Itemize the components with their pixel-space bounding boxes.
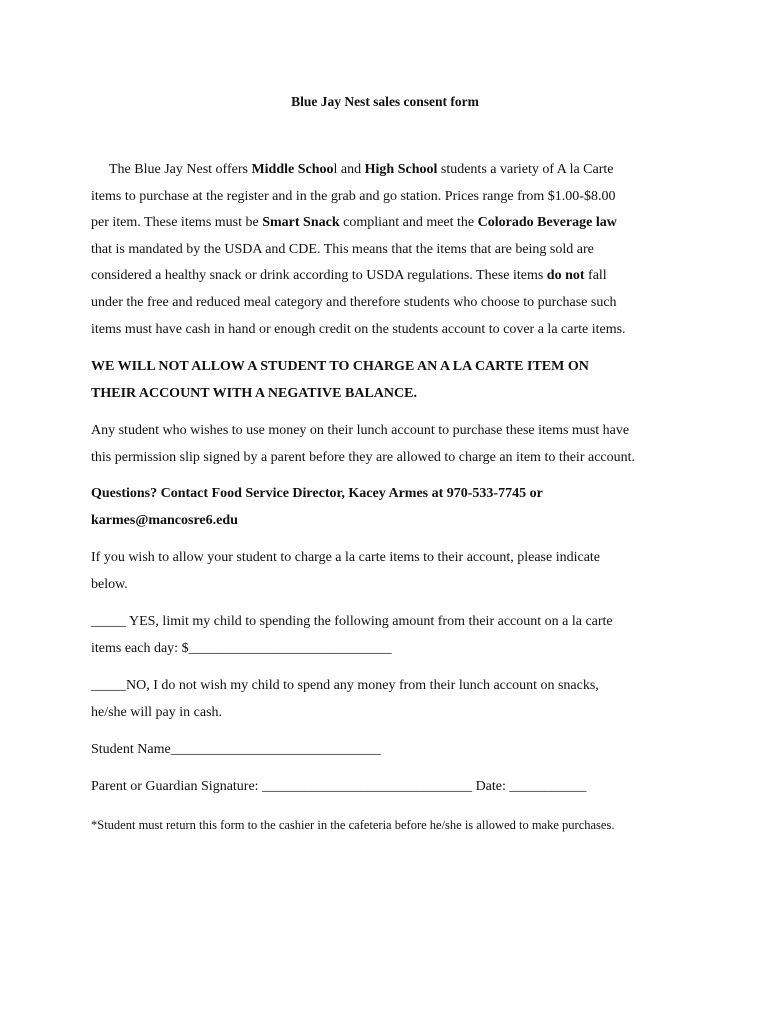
high-school-label: High School [364,162,438,177]
intro-line-7: items must have cash in hand or enough credit on the students account to cover a la carte items. [91,321,626,337]
negative-balance-warning: WE WILL NOT ALLOW A STUDENT TO CHARGE AN A LA CARTE ITEM ON THEIR ACCOUNT WITH A NEGATIVE BALANCE. [91,359,589,401]
contact-email: karmes@mancosre6.edu [91,512,238,528]
colorado-beverage-law-label: Colorado Beverage law [477,215,617,231]
permission-paragraph: Any student who wishes to use money on their lunch account to purchase these items must have this permission slip signed by a parent before they are allowed to charge an item to their account. [91,423,636,465]
do-not-label: do not [546,268,585,284]
instruction-paragraph: If you wish to allow your student to charge a la carte items to their account, please indicate below. [91,550,601,592]
intro-line-6: under the free and reduced meal category and therefore students who choose to purchase such [91,294,617,310]
smart-snack-label: Smart Snack [262,215,340,231]
intro-line-4: that is mandated by the USDA and CDE. This means that the items that are being sold are [91,241,594,257]
student-name-field[interactable]: Student Name______________________________ [91,742,381,757]
intro-line-1: The Blue Jay Nest offers Middle School and High School students a variety of A la Carte [109,162,614,177]
intro-line-5: considered a healthy snack or drink according to USDA regulations. These items do not fall [91,268,607,284]
intro-paragraph [91,157,711,343]
yes-option[interactable]: _____ YES, limit my child to spending the following amount from their account on a la carte items each day: $_____________________________ [91,609,711,662]
parent-signature-field[interactable]: Parent or Guardian Signature: ______________________________ Date: ___________ [91,779,587,794]
middle-school-label: Middle Schoo [251,162,334,177]
no-option[interactable]: _____NO, I do not wish my child to spend any money from their lunch account on snacks, he/she will pay in cash. [91,678,599,720]
form-title: Blue Jay Nest sales consent form [291,94,479,109]
daily-amount-field[interactable]: items each day: $_____________________________ [91,640,392,656]
intro-line-2: items to purchase at the register and in the grab and go station. Prices range from $1.00-$8.00 [91,188,616,204]
return-note: *Student must return this form to the cashier in the cafeteria before he/she is allowed to make purchases. [91,818,615,832]
contact-paragraph: Questions? Contact Food Service Director, Kacey Armes at 970-533-7745 or karmes@mancosre6.edu [91,481,711,534]
intro-line-3: per item. These items must be Smart Snack compliant and meet the Colorado Beverage law [91,215,617,231]
